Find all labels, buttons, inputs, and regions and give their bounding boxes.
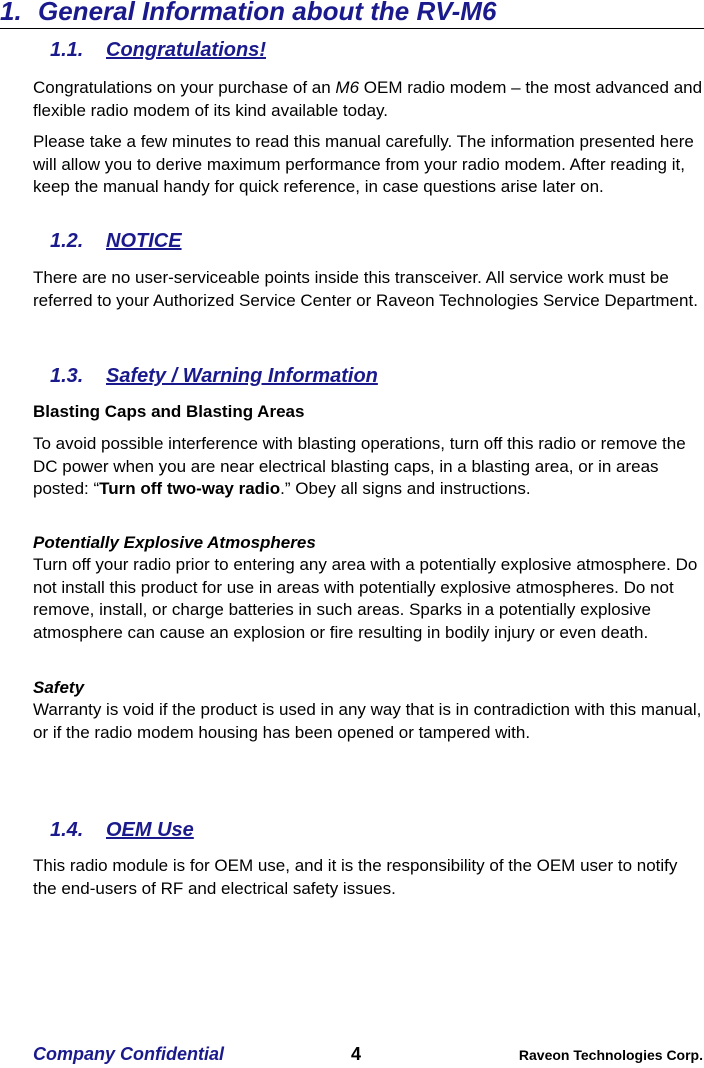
read-manual-paragraph: Please take a few minutes to read this manual carefully. The information presented here will allow you to derive maximum performance from your radio modem. After reading it, keep the manual handy for quick reference, in case questions arise later on. [33,132,694,196]
blasting-paragraph [33,433,704,501]
section-number: 1.3. [50,365,84,387]
section-number: 1.1. [50,39,84,61]
section-heading-oem-use [50,819,194,842]
section-title: OEM Use [106,819,194,841]
warning-sign-text: Turn off two-way radio [99,479,281,498]
chapter-title: General Information about the RV-M6 [38,0,497,26]
safety-heading: Safety [33,678,85,697]
section-title: Safety / Warning Information [106,365,378,387]
section-title: NOTICE [106,230,182,252]
text-run: To avoid possible interference with blasting operations, turn off this radio or remove the DC power when you are near electrical blasting caps, in a blasting area, or in areas posted: “ [33,434,686,498]
section-number: 1.2. [50,230,84,252]
page-footer [33,1044,703,1068]
chapter-heading [0,0,704,29]
explosive-paragraph: Turn off your radio prior to entering any area with a potentially explosive atmosphere. Do not install this product for use in areas with potentially explosive atmospheres. Do not remove, install, or charge batteries in such areas. Sparks in a potentially explosive atmosphere can cause an explosion or fire resulting in bodily injury or even death. [33,555,698,642]
section-number: 1.4. [50,819,84,841]
section-heading-notice [50,230,182,253]
safety-paragraph: Warranty is void if the product is used in any way that is in contradiction with this manual, or if the radio modem housing has been opened or tampered with. [33,700,702,742]
page-number: 4 [351,1044,362,1064]
explosive-heading: Potentially Explosive Atmospheres [33,533,316,552]
text-run: .” Obey all signs and instructions. [280,479,531,498]
section-title: Congratulations! [106,39,266,61]
footer-company: Raveon Technologies Corp. [518,1047,703,1063]
notice-paragraph: There are no user-serviceable points inside this transceiver. All service work must be referred to your Authorized Service Center or Raveon Technologies Service Department. [33,268,698,310]
congratulations-paragraph [33,77,704,122]
model-name: M6 [335,78,360,97]
section-heading-congratulations [50,39,266,62]
footer-confidential: Company Confidential [33,1044,225,1064]
text-run: Congratulations on your purchase of an [33,78,336,97]
section-heading-safety [50,365,378,388]
blasting-heading: Blasting Caps and Blasting Areas [33,402,305,421]
chapter-number: 1. [0,0,22,26]
oem-use-paragraph: This radio module is for OEM use, and it is the responsibility of the OEM user to notify the end-users of RF and electrical safety issues. [33,856,678,898]
text-run: OEM radio modem – the most advanced and flexible radio modem of its kind available today. [33,78,703,120]
